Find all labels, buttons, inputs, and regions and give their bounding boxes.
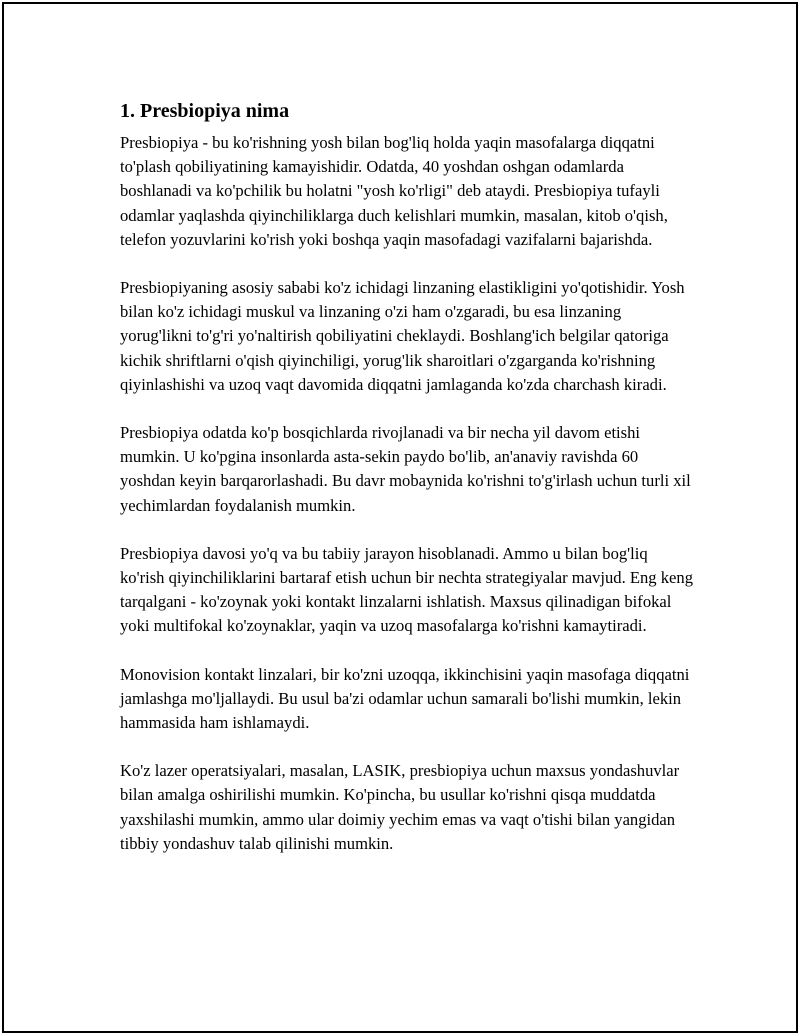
page-frame bbox=[2, 2, 798, 1033]
paragraph-treatment: Presbiopiya davosi yo'q va bu tabiiy jarayon hisoblanadi. Ammo u bilan bog'liq ko'rish qiyinchiliklarini bartaraf etish uchun bir nechta strategiyalar mavjud. Eng keng tarqalgani - ko'zoynak yoki kontakt linzalarni ishlatish. Maxsus qilinadigan bifokal yoki multifokal ko'zoynaklar, yaqin va uzoq masofalarga ko'rishni kamaytiradi. bbox=[120, 543, 693, 636]
paragraph-causes: Presbiopiyaning asosiy sababi ko'z ichidagi linzaning elastikligini yo'qotishidir. Yosh bilan ko'z ichidagi muskul va linzaning o'zi ham o'zgaradi, bu esa linzaning yorug'likni to'g'ri yo'naltirish qobiliyatini cheklaydi. Boshlang'ich belgilar qatoriga kichik shriftlarni o'qish qiyinchiligi, yorug'lik sharoitlari o'zgarganda ko'rishning qiyinlashishi va uzoq vaqt davomida diqqatni jamlaganda ko'zda charchash kiradi. bbox=[120, 278, 685, 394]
paragraph-monovision: Monovision kontakt linzalari, bir ko'zni uzoqqa, ikkinchisini yaqin masofaga diqqatni jamlashga mo'ljallaydi. Bu usul ba'zi odamlar uchun samarali bo'lishi mumkin, lekin hammasida ham ishlamaydi. bbox=[120, 664, 690, 733]
document-body bbox=[120, 97, 694, 880]
paragraph-definition: Presbiopiya - bu ko'rishning yosh bilan bog'liq holda yaqin masofalarga diqqatni to'plash qobiliyatining kamayishidir. Odatda, 40 yoshdan oshgan odamlarda boshlanadi va ko'pchilik bu holatni "yosh ko'rligi" deb ataydi. Presbiopiya tufayli odamlar yaqlashda qiyinchiliklarga duch kelishlari mumkin, masalan, kitob o'qish, telefon yozuvlarini ko'rish yoki boshqa yaqin masofadagi vazifalarni bajarishda. bbox=[120, 133, 668, 249]
paragraph-progression: Presbiopiya odatda ko'p bosqichlarda rivojlanadi va bir necha yil davom etishi mumkin. U ko'pgina insonlarda asta-sekin paydo bo'lib, an'anaviy ravishda 60 yoshdan keyin barqarorlashadi. Bu davr mobaynida ko'rishni to'g'irlash uchun turli xil yechimlardan foydalanish mumkin. bbox=[120, 423, 691, 515]
section-heading: 1. Presbiopiya nima bbox=[120, 100, 290, 122]
paragraph-laser-surgery: Ko'z lazer operatsiyalari, masalan, LASIK, presbiopiya uchun maxsus yondashuvlar bilan amalga oshirilishi mumkin. Ko'pincha, bu usullar ko'rishni qisqa muddatda yaxshilashi mumkin, ammo ular doimiy yechim emas va vaqt o'tishi bilan yangidan tibbiy yondashuv talab qilinishi mumkin. bbox=[120, 761, 680, 853]
